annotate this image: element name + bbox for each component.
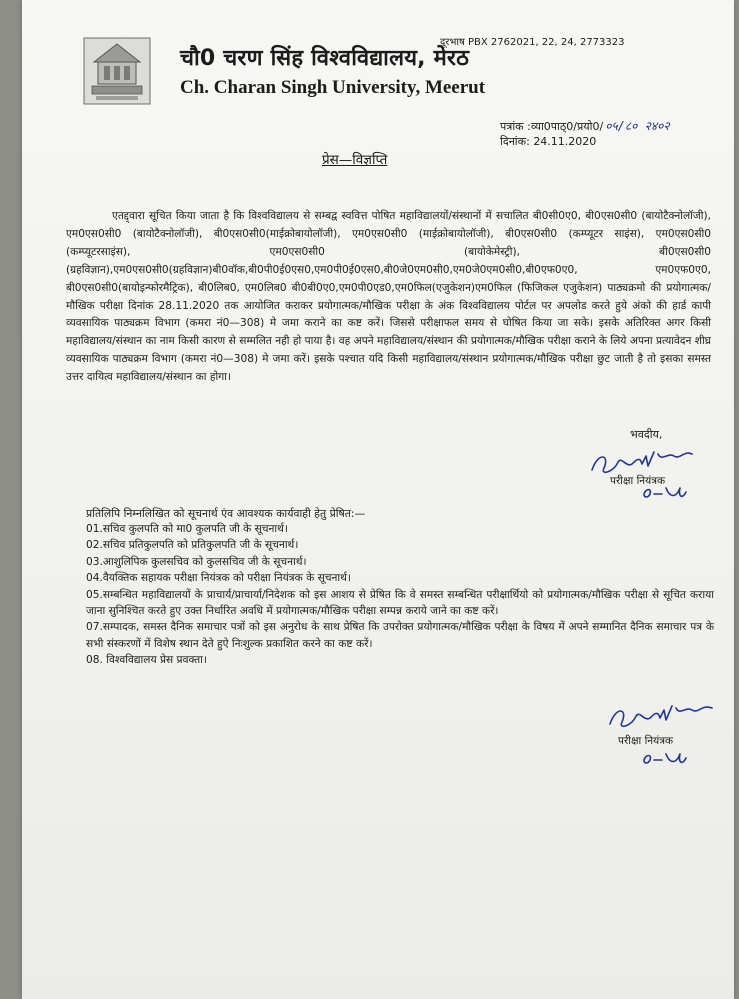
copy-to-heading: प्रतिलिपि निम्नलिखित को सूचनार्थ एंव आवश्यक कार्यवाही हेतु प्रेषित:— bbox=[86, 507, 366, 520]
copy-item: 03.आशुलिपिक कुलसचिव को कुलसचिव जी के सूचनार्थ। bbox=[86, 555, 307, 568]
copy-item: 04.वैयक्तिक सहायक परीक्षा नियंत्रक को परीक्षा नियंत्रक के सूचनार्थ। bbox=[86, 572, 351, 585]
copy-item: 07.सम्पादक, समस्त दैनिक समाचार पत्रों को इस अनुरोध के साथ प्रेषित कि उपरोक्त प्रयोगात्मक/मौखिक परीक्षा के विषय में अपने सम्मानित दैनिक समाचार पत्र के सभी संस्करणों में विशेष स्थान देते हुऐ निःशुल्क प्रकाशित करने का कष्ट करें। bbox=[86, 621, 714, 650]
university-logo-icon bbox=[82, 36, 152, 106]
copy-item: 08. विश्वविद्यालय प्रेस प्रवक्ता। bbox=[86, 654, 207, 667]
copy-item: 05.सम्बन्धित महाविद्यालयों के प्राचार्य/प्राचार्या/निदेशक को इस आशय से प्रेषित कि वे समस्त सम्बन्धित परीक्षार्थियो को प्रयोगात्मक/मौखिक परीक्षा से सूचित कराया जाना सुनिश्चित करते हुए उक्त निर्धारित अवधि में प्रयोगात्मक/मौखिक परीक्षा सम्पन्न कराये जाने का कष्ट करें। bbox=[86, 588, 714, 618]
issue-date bbox=[500, 134, 596, 149]
copy-to-list bbox=[86, 521, 714, 669]
copy-item: 02.सचिव प्रतिकुलपति को प्रतिकुलपति जी के सूचनार्थ। bbox=[86, 539, 299, 552]
reference-handwritten: ०५/८० २४०२ bbox=[605, 119, 670, 133]
reference-label: पत्रांक :व्या0पाठ्0/प्रयो0/ bbox=[500, 120, 604, 133]
notice-body: एतद्द्वारा सूचित किया जाता है कि विश्वविद्यालय से सम्बद्व स्ववित्त पोषित महाविद्यालयों/संस्थानों में सचालित बी0सी0ए0, बी0एस0सी0 (बायोटैक्नोलॉजी), एम0एस0सी0 (बायोटैक्नोलॉजी), बी0एस0सी0(माईक्रोबायोलॉजी), एम0एस0सी0 (माईक्रोबायोलॉजी), बी0एस0सी0 (कम्प्यूटर साइंस), एम0एस0सी0 (कम्प्यूटरसाइंस), एम0एस0सी0 (बायोकेमेस्ट्री), बी0एस0सी0 (ग्रहविज्ञान),एम0एस0सी0(ग्रहविज्ञान)बी0वॉक,बी0पी0ई0एस0,एम0पी0ई0एस0,बी0जे0एम0सी0,एम0जे0एम0सी0,बी0एफ0ए0, एम0एफ0ए0, बी0एस0सी0(बायोइन्फोरमैट्रिक), बी0लिब0, एम0लिब0 बी0बी0ए0,एम0पी0एड0,एम0फिल(एजुकेशन)एम0फिल (फिजिकल एजुकेशन) पाठ्यक्रमो की प्रयोगात्मक/मौखिक परीक्षा दिनांक 28.11.2020 तक आयोजित कराकर प्रयोगात्मक/मौखिक परीक्षा के अंक विश्वविद्यालय पोर्टल पर अपलोड करते हुये अंको की हार्ड कापी व्यवसायिक पाठ्यक्रम विभाग (कमरा नं0—308) मे जमा कराने का कष्ट करें। जिससे परीक्षाफल समय से घोषित किया जा सके। इसके अतिरिक्त अगर किसी महाविद्यालय/संस्थान का नाम किसी कारण से सम्मलित नही हो पाया है। वह अपने महाविद्यालय/संस्थान की प्रयोगात्मक/मौखिक परीक्षा कराने के लिये अपना प्रत्यावेदन शीघ्र व्यवसायिक पाठ्यक्रम विभाग (कमरा नं0—308) मे जमा करें। इसके पश्चात यदि किसी महाविद्यालय/संस्थान प्रयोगात्मक/मौखिक परीक्षा छुट जाती है तो इसका समस्त उत्तर दायित्व महाविद्यालय/संस्थान का होगा। bbox=[66, 210, 711, 384]
phone-numbers: दूरभाष PBX 2762021, 22, 24, 2773323 bbox=[440, 37, 625, 48]
copy-item: 01.सचिव कुलपति को मा0 कुलपति जी के सूचनार्थ। bbox=[86, 523, 288, 535]
signatory-2-designation: परीक्षा नियंत्रक bbox=[618, 735, 674, 747]
date-label: दिनांक: bbox=[500, 135, 530, 148]
closing-salutation: भवदीय, bbox=[630, 428, 663, 441]
date-value: 24.11.2020 bbox=[533, 135, 597, 148]
university-title-english: Ch. Charan Singh University, Meerut bbox=[180, 77, 486, 98]
signatory-1-designation: परीक्षा नियंत्रक bbox=[610, 475, 666, 487]
university-title-hindi: चौ0 चरण सिंह विश्वविद्यालय, मेरठ bbox=[180, 46, 470, 71]
document-page bbox=[22, 0, 734, 999]
press-release-heading: प्रेस—विज्ञप्ति bbox=[322, 152, 388, 168]
signature-2-icon bbox=[604, 694, 724, 770]
reference-number bbox=[500, 117, 670, 134]
